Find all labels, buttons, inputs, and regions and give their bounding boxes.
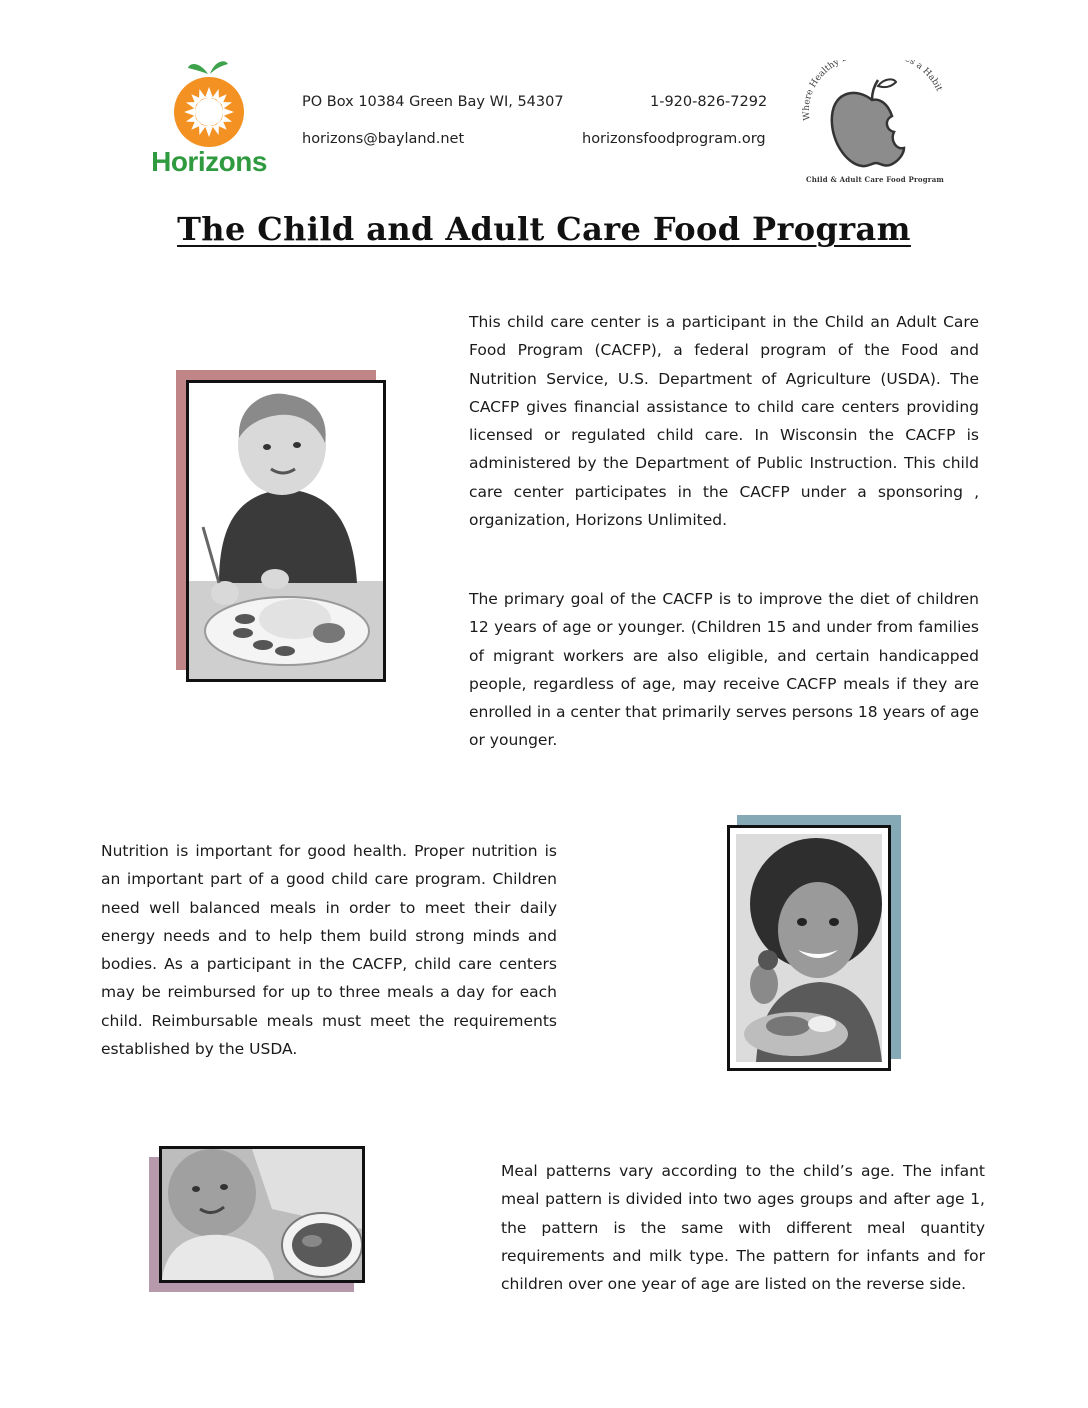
paragraph-intro-text: This child care center is a participant in the Child an Adult Care Food Program (CACFP), a federal program of the Food and Nutrition Service, U.S. Department of Agriculture (USDA). The CACFP gives financial assistance to child care centers providing licensed or regulated child care. In Wisconsin the CACFP is administered by the Department of Public Instruction. This child care center participates in the CACFP under a sponsoring , organization, Horizons Unlimited. (469, 313, 979, 530)
baby-eating-photo (162, 1149, 362, 1280)
phone-text: 1-920-826-7292 (650, 94, 768, 110)
cacfp-logo (800, 60, 950, 190)
paragraph-goal (469, 585, 979, 755)
photo-frame-girl (727, 825, 891, 1071)
paragraph-meal-patterns-text: Meal patterns vary according to the child’s age. The infant meal pattern is divided into two ages groups and after age 1, the pattern is the same with different meal quantity requirements and milk type. The pattern for infants and for children over one year of age are listed on the reverse side. (501, 1162, 985, 1294)
boy-eating-photo (189, 383, 383, 679)
paragraph-intro (469, 308, 979, 534)
page-title (0, 210, 1088, 248)
address-text: PO Box 10384 Green Bay WI, 54307 (302, 94, 564, 110)
cacfp-caption: Child & Adult Care Food Program (805, 175, 945, 184)
cacfp-tagline: Where Healthy s a Habit (801, 60, 944, 121)
sun-icon (148, 58, 270, 148)
paragraph-nutrition (101, 837, 557, 1063)
website-link[interactable]: horizonsfoodprogram.org (582, 131, 766, 147)
paragraph-nutrition-text: Nutrition is important for good health. Proper nutrition is an important part of a good child care program. Children need well balanced meals in order to meet their daily energy needs and to help them build strong minds and bodies. As a participant in the CACFP, child care centers may be reimbursed for up to three meals a day for each child. Reimbursable meals must meet the requirements established by the USDA. (101, 842, 557, 1059)
horizons-logo (148, 58, 270, 186)
apple-icon (800, 60, 950, 175)
photo-frame-boy (186, 380, 386, 682)
photo-frame-baby (159, 1146, 365, 1283)
page-title-text: The Child and Adult Care Food Program (177, 210, 911, 248)
horizons-logo-text: Horizons (151, 146, 267, 177)
girl-smiling-photo (736, 834, 882, 1062)
paragraph-goal-text: The primary goal of the CACFP is to improve the diet of children 12 years of age or younger. (Children 15 and under from families of migrant workers are also eligible, and certain handicapped people, regardless of age, may receive CACFP meals if they are enrolled in a center that primarily serves persons 18 years of age or younger. (469, 590, 979, 750)
email-link[interactable]: horizons@bayland.net (302, 131, 465, 147)
paragraph-meal-patterns (501, 1157, 985, 1298)
